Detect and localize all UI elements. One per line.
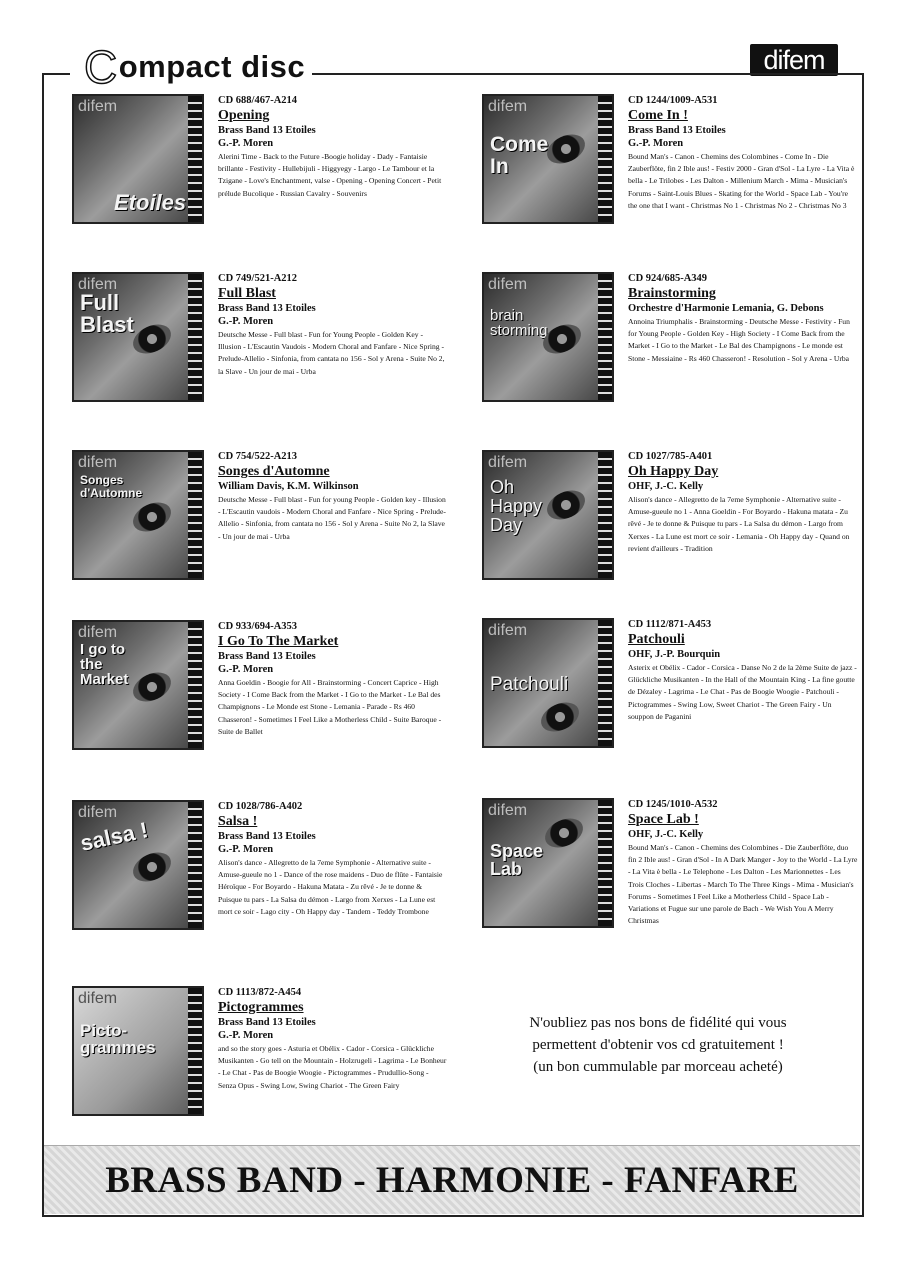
difem-logo: difem xyxy=(750,44,838,76)
cd-artist: Brass Band 13 Etoiles xyxy=(218,125,316,136)
cd-title: I Go To The Market xyxy=(218,634,339,649)
cover-brand: difem xyxy=(488,98,528,115)
cd-cover xyxy=(72,620,204,750)
cover-strip xyxy=(188,452,202,578)
cover-title: Space Lab xyxy=(490,841,544,879)
cd-tracklist: Alison's dance - Allegretto de la 7eme Symphonie - Alternative suite - Amuse-gueule no 1 - Dance of the rose maidens - Duo de flûte - Fantaisie Héroïque - For Boyardo - Hakuna Matata - Zu rêvé - Je te donne & Puisque tu pars - La Salsa du démon - Largo from Xerxes - La Lune est mort ce soir - Lago city - Oh Happy day - Tandem - Teddy Trombone xyxy=(218,858,443,916)
cover-strip xyxy=(188,802,202,928)
cd-artist: William Davis, K.M. Wilkinson xyxy=(218,481,359,492)
cover-strip xyxy=(188,988,202,1114)
cd-conductor: G.-P. Moren xyxy=(218,844,274,855)
cover-brand: difem xyxy=(78,804,118,821)
cd-tracklist: Anna Goeldin - Boogie for All - Brainstorming - Concert Caprice - High Society - I Come Back from the Market - I Go to the Market - Le Bal des Champignons - Le Monde est Stone - Lemania - Parade - Rs 460 Chasseron! - Sometimes I Feel Like a Motherless Child - Suite Baroque - Suite de Ballet xyxy=(218,678,442,736)
loyalty-note-line1: N'oubliez pas nos bons de fidélité qui vous xyxy=(529,1015,787,1031)
cd-code: CD 933/694-A353 xyxy=(218,621,298,632)
cd-code: CD 1244/1009-A531 xyxy=(628,95,718,106)
genre-banner xyxy=(44,1145,860,1214)
cover-strip xyxy=(598,452,612,578)
cover-strip xyxy=(598,274,612,400)
cd-title: Opening xyxy=(218,108,270,123)
cd-info xyxy=(218,800,448,918)
loyalty-note-line2: permettent d'obtenir vos cd gratuitement ! xyxy=(532,1037,784,1053)
cd-info xyxy=(628,94,858,212)
cd-info xyxy=(218,450,448,543)
cd-tracklist: Bound Man's - Canon - Chemins des Colombines - Die Zauberflöte, duo fin 2 Ible aus! - Gran d'Sol - In A Dark Manger - Joy to the World - La Lyre - La Vita è bella - Le Telephone - Les Dalton - Les Marionnettes - Les Trois Cloches - Libertas - March To The Three Kings - Mima - Musician's Forums - Sometimes I Feel Like a Motherless Child - Space Lab - Variations et Fugue sur une parole de Bach - We Wish You A Merry Christmas xyxy=(628,843,858,926)
cover-title: Full Blast xyxy=(80,290,134,337)
cd-code: CD 1027/785-A401 xyxy=(628,451,713,462)
cd-code: CD 754/522-A213 xyxy=(218,451,298,462)
loyalty-note xyxy=(488,1012,828,1078)
cover-brand: difem xyxy=(488,802,528,819)
cd-title: Come In ! xyxy=(628,108,688,123)
cd-tracklist: Asterix et Obélix - Cador - Corsica - Danse No 2 de la 2ème Suite de jazz - Glückliche Musikanten - In the Hall of the Mountain King - La fine goutte de Dézaley - Lagrima - Le Chat - Pas de Boogie Woogie - Patchouli - Pictogrammes - Swing Low, Sweet Chariot - The Green Fairy - Un souppon de Paganini xyxy=(628,663,857,721)
cd-cover xyxy=(72,450,204,580)
cd-artist: Orchestre d'Harmonie Lemania, G. Debons xyxy=(628,303,824,314)
cover-brand: difem xyxy=(488,622,528,639)
cd-info xyxy=(218,94,448,200)
loyalty-note-line3: (un bon cummulable par morceau acheté) xyxy=(533,1059,783,1075)
cd-cover xyxy=(482,618,614,748)
cd-conductor: G.-P. Moren xyxy=(218,316,274,327)
cd-title: Pictogrammes xyxy=(218,1000,304,1015)
cd-artist: Brass Band 13 Etoiles xyxy=(628,125,726,136)
cover-title: Songes d'Automne xyxy=(80,473,143,500)
cover-title: Etoiles xyxy=(114,190,187,215)
cover-strip xyxy=(188,274,202,400)
cd-tracklist: Deutsche Messe - Full blast - Fun for Young People - Golden Key - Illusion - L'Escautin Vaudois - Modern Choral and Fanfare - Nice Spring - Prelude-Allelio - Sinfonia, from cantata no 156 - Sol y Arena - Suite No 2, la Slave - Un jour de mai - Urba xyxy=(218,330,445,376)
cover-disc xyxy=(128,497,175,537)
cover-brand: difem xyxy=(78,276,118,293)
cover-title: Oh Happy Day xyxy=(490,477,543,535)
cover-strip xyxy=(598,800,612,926)
cover-strip xyxy=(188,96,202,222)
cd-tracklist: Bound Man's - Canon - Chemins des Colombines - Come In - Die Zauberflöte, fin 2 Ible aus! - Festiv 2000 - Gran d'Sol - La Lyre - La Vita è bella - Le Trilobes - Les Dalton - Millenium March - Mima - Musician's Forums - Saint-Louis Blues - Skating for the World - Space Lab - You're the one that I want - Christmas No 1 - Christmas No 2 - Christmas No 3 xyxy=(628,152,855,210)
cd-cover xyxy=(482,450,614,580)
cd-artist: Brass Band 13 Etoiles xyxy=(218,651,316,662)
cd-cover xyxy=(72,800,204,930)
cd-conductor: G.-P. Moren xyxy=(218,1030,274,1041)
cd-code: CD 1113/872-A454 xyxy=(218,987,302,998)
cd-code: CD 688/467-A214 xyxy=(218,95,298,106)
cover-brand: difem xyxy=(488,454,528,471)
cd-tracklist: Alison's dance - Allegretto de la 7eme Symphonie - Alternative suite - Amuse-gueule no 1 - Anna Goeldin - For Boyardo - Hakuna matata - Zu rêvé - Je te donne & Puisque tu pars - La Salsa du démon - Largo from Xerxes - La Lune est mort ce soir - Lemania - Oh Happy day - Quand on revient d'ailleurs - Tradition xyxy=(628,495,850,553)
cd-tracklist: Deutsche Messe - Full blast - Fun for young People - Golden key - Illusion - L'Escautin vaudois - Modern Choral and Fanfare - Nice Spring - Prelude-Allelio - Sinfonia, from cantata no 156 - Sol y Arena - Suite No 2, la Slave - Un jour de mai - Urba xyxy=(218,495,446,541)
cd-title: Oh Happy Day xyxy=(628,464,719,479)
cd-artist: Brass Band 13 Etoiles xyxy=(218,303,316,314)
title-rest: ompact disc xyxy=(118,49,306,84)
cover-title: Picto-grammes xyxy=(80,1021,156,1057)
cd-code: CD 924/685-A349 xyxy=(628,273,708,284)
cover-brand: difem xyxy=(78,454,118,471)
cd-cover xyxy=(72,94,204,224)
cd-info xyxy=(628,798,858,927)
genre-banner-text: BRASS BAND - HARMONIE - FANFARE xyxy=(105,1160,799,1201)
cover-title: brain storming xyxy=(490,307,548,339)
cover-strip xyxy=(598,620,612,746)
cover-disc xyxy=(536,697,583,737)
cd-info xyxy=(628,272,858,365)
cover-title: Come In xyxy=(490,133,549,178)
cd-info xyxy=(628,450,858,555)
cd-tracklist: Alerini Time - Back to the Future -Boogie holiday - Dady - Fantaisie brillante - Festivity - Hullebijuli - Higgyegy - Largo - Le Tambour et la Tzigane - Love's Enchantment, valse - Opening - Opening Concert - Petit prélude Bucolique - Russian Cavalry - Souvenirs xyxy=(218,152,442,198)
cd-conductor: G.-P. Moren xyxy=(218,138,274,149)
cd-title: Songes d'Automne xyxy=(218,464,330,479)
cd-cover xyxy=(72,272,204,402)
cd-cover xyxy=(482,94,614,224)
cd-artist: Brass Band 13 Etoiles xyxy=(218,831,316,842)
cd-artist: Brass Band 13 Etoiles xyxy=(218,1017,316,1028)
cd-code: CD 1028/786-A402 xyxy=(218,801,303,812)
cover-brand: difem xyxy=(78,624,118,641)
cd-code: CD 1112/871-A453 xyxy=(628,619,712,630)
cover-brand: difem xyxy=(488,276,528,293)
cover-brand: difem xyxy=(78,990,118,1007)
cover-brand: difem xyxy=(78,98,118,115)
cd-tracklist: and so the story goes - Asturia et Obélix - Cador - Corsica - Glückliche Musikanten - Go tell on the Mountain - Holzrugeli - Lagrima - Le Bonheur - Le Chat - Pas de Boogie Woogie - Pictogrammes - Prudullio-Song - Senza Opus - Swing Low, Swing Chariot - The Green Fairy xyxy=(218,1044,447,1090)
cover-disc xyxy=(128,847,175,887)
cover-strip xyxy=(598,96,612,222)
cd-title: Patchouli xyxy=(628,632,685,647)
cd-artist: OHF, J.-P. Bourquin xyxy=(628,649,721,660)
cd-info xyxy=(628,618,858,723)
cover-strip xyxy=(188,622,202,748)
cd-conductor: G.-P. Moren xyxy=(628,138,684,149)
cd-artist: OHF, J.-C. Kelly xyxy=(628,481,704,492)
cd-artist: OHF, J.-C. Kelly xyxy=(628,829,704,840)
cd-info xyxy=(218,620,448,738)
cover-title: salsa ! xyxy=(78,817,151,856)
cover-title: I go to the Market xyxy=(80,641,129,688)
cd-title: Salsa ! xyxy=(218,814,258,829)
cd-conductor: G.-P. Moren xyxy=(218,664,274,675)
cd-cover xyxy=(482,272,614,402)
cd-info xyxy=(218,986,448,1092)
cd-info xyxy=(218,272,448,378)
cd-title: Brainstorming xyxy=(628,286,716,301)
cd-tracklist: Annoina Triumphalis - Brainstorming - Deutsche Messe - Festivity - Fun for Young People - Golden Key - High Society - I Come Back from the Market - I Go to the Market - Le Bal des Champignons - Le monde est Stone - Messiaine - Rs 460 Chasseron! - Resolution - Sol y Arena - Urba xyxy=(628,317,850,363)
cd-cover xyxy=(482,798,614,928)
cover-title: Patchouli xyxy=(490,674,569,695)
cd-cover xyxy=(72,986,204,1116)
title-initial: C xyxy=(84,41,118,93)
cd-code: CD 1245/1010-A532 xyxy=(628,799,718,810)
cd-code: CD 749/521-A212 xyxy=(218,273,298,284)
cd-title: Space Lab ! xyxy=(628,812,699,827)
cd-title: Full Blast xyxy=(218,286,276,301)
